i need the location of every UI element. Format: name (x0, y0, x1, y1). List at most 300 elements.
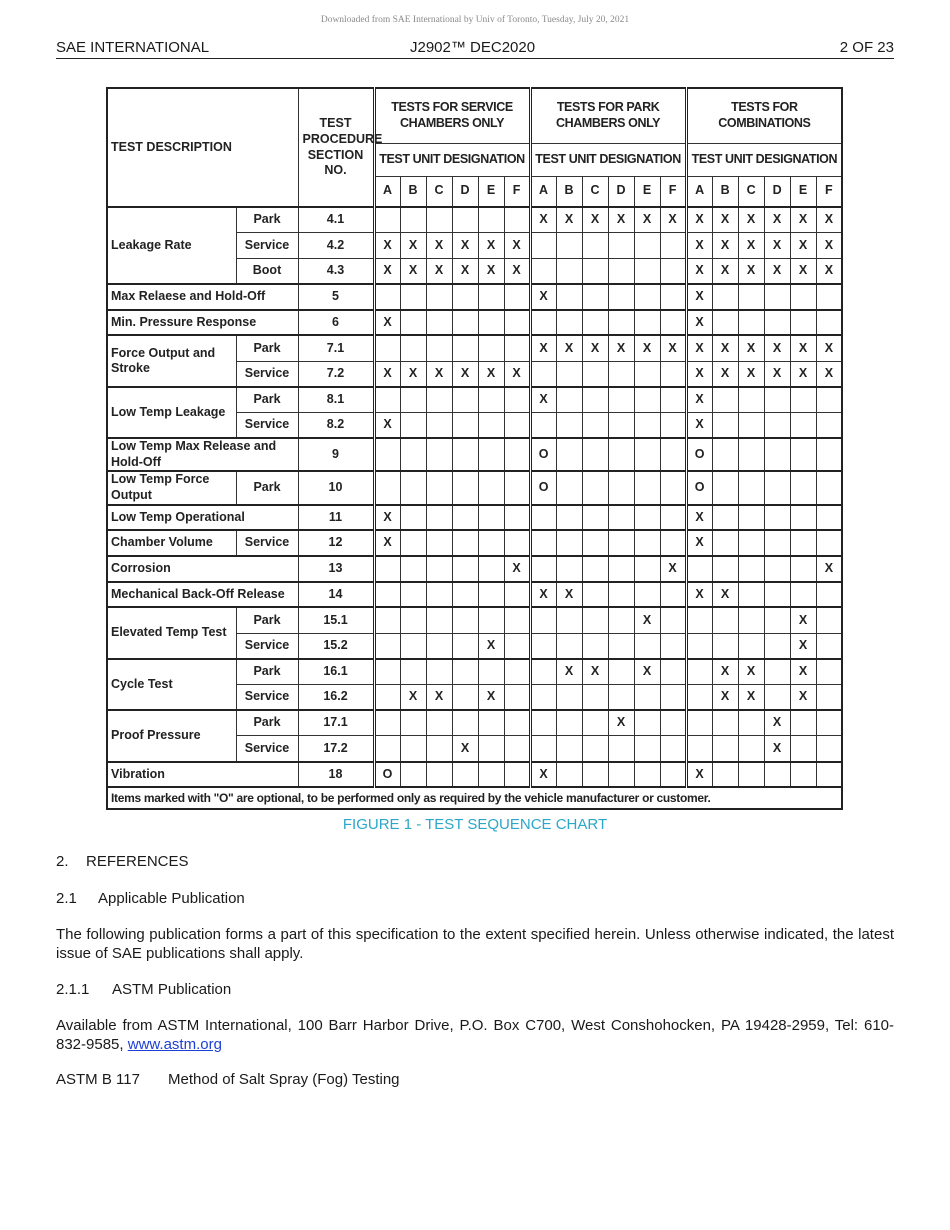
test-mark-cell (660, 685, 686, 711)
test-mark-cell (374, 556, 400, 582)
test-mark-cell: X (452, 258, 478, 284)
test-mark-cell: X (712, 659, 738, 685)
test-mark-cell (426, 556, 452, 582)
test-mark-cell (764, 438, 790, 471)
section-2-1-number: 2.1 (56, 890, 77, 907)
table-row (107, 530, 842, 556)
test-procedure-section: 12 (298, 530, 374, 556)
test-mark-cell: X (608, 207, 634, 233)
header-test-procedure: TEST PROCEDURE SECTION NO. (298, 88, 374, 207)
test-mark-cell (738, 413, 764, 439)
test-mark-cell (764, 310, 790, 336)
test-mark-cell (426, 413, 452, 439)
test-mark-cell (556, 736, 582, 762)
section-2-1-body: The following publication forms a part of this specification to the extent specified herein. Unless otherwise indicated, the latest issue of SAE publications shall apply. (56, 926, 894, 962)
test-mark-cell: X (504, 556, 530, 582)
test-description: Leakage Rate (107, 207, 236, 284)
test-mark-cell (556, 633, 582, 659)
test-mark-cell (504, 530, 530, 556)
section-2-heading (56, 852, 894, 871)
test-mark-cell (530, 633, 556, 659)
test-mark-cell (504, 633, 530, 659)
test-mark-cell: X (452, 736, 478, 762)
astm-standard-number: ASTM B 117 (56, 1071, 140, 1088)
test-mark-cell: X (686, 361, 712, 387)
test-mark-cell (426, 582, 452, 608)
test-mark-cell: X (530, 762, 556, 788)
test-mark-cell (816, 582, 842, 608)
test-mark-cell (712, 284, 738, 310)
test-mark-cell (790, 310, 816, 336)
test-mark-cell (816, 633, 842, 659)
test-mark-cell: X (634, 659, 660, 685)
test-procedure-section: 4.2 (298, 233, 374, 259)
test-mark-cell (686, 710, 712, 736)
test-mark-cell (634, 762, 660, 788)
test-mark-cell: X (738, 258, 764, 284)
test-mark-cell: X (400, 685, 426, 711)
test-procedure-section: 10 (298, 471, 374, 504)
test-subtype: Park (236, 387, 298, 413)
unit-letter: A (530, 176, 556, 207)
test-subtype: Boot (236, 258, 298, 284)
test-mark-cell (738, 582, 764, 608)
table-row (107, 471, 842, 504)
test-mark-cell (530, 505, 556, 531)
test-procedure-section: 15.2 (298, 633, 374, 659)
page-header (56, 38, 894, 59)
test-mark-cell (738, 736, 764, 762)
test-mark-cell: X (556, 335, 582, 361)
test-mark-cell (608, 233, 634, 259)
test-mark-cell (608, 438, 634, 471)
test-mark-cell (660, 659, 686, 685)
test-mark-cell (660, 233, 686, 259)
test-mark-cell: X (686, 582, 712, 608)
test-mark-cell (374, 582, 400, 608)
test-mark-cell: X (608, 710, 634, 736)
test-description: Elevated Temp Test (107, 607, 236, 658)
test-mark-cell (478, 207, 504, 233)
test-mark-cell: X (582, 335, 608, 361)
test-description: Low Temp Leakage (107, 387, 236, 438)
test-mark-cell (374, 633, 400, 659)
test-mark-cell (634, 284, 660, 310)
test-mark-cell: X (738, 685, 764, 711)
test-mark-cell (530, 310, 556, 336)
test-mark-cell (660, 505, 686, 531)
test-description: Low Temp Force Output (107, 471, 236, 504)
test-mark-cell (400, 505, 426, 531)
test-mark-cell (738, 438, 764, 471)
test-mark-cell (660, 361, 686, 387)
test-mark-cell (478, 530, 504, 556)
test-mark-cell (556, 233, 582, 259)
test-mark-cell (608, 413, 634, 439)
test-mark-cell (400, 607, 426, 633)
test-procedure-section: 4.1 (298, 207, 374, 233)
header-group-service: TESTS FOR SERVICE CHAMBERS ONLY (374, 88, 530, 143)
test-mark-cell: O (686, 438, 712, 471)
test-subtype: Service (236, 361, 298, 387)
test-mark-cell: X (764, 736, 790, 762)
test-mark-cell: X (790, 233, 816, 259)
test-mark-cell (738, 633, 764, 659)
test-mark-cell: X (426, 361, 452, 387)
section-2-1-1-number: 2.1.1 (56, 981, 90, 998)
table-row (107, 582, 842, 608)
test-mark-cell (816, 736, 842, 762)
test-mark-cell (504, 582, 530, 608)
test-mark-cell (738, 762, 764, 788)
astm-contact-text: Available from ASTM International, 100 Barr Harbor Drive, P.O. Box C700, West Conshohocken, PA 19428-2959, Tel: 610-832-9585, (56, 1017, 894, 1053)
table-row (107, 387, 842, 413)
test-mark-cell: X (452, 361, 478, 387)
test-mark-cell: X (764, 710, 790, 736)
test-mark-cell (712, 413, 738, 439)
test-mark-cell (504, 607, 530, 633)
unit-letter: F (504, 176, 530, 207)
test-mark-cell (712, 736, 738, 762)
test-mark-cell: X (556, 659, 582, 685)
header-test-description: TEST DESCRIPTION (107, 88, 298, 207)
test-mark-cell: X (712, 685, 738, 711)
table-row (107, 284, 842, 310)
test-mark-cell (426, 310, 452, 336)
test-mark-cell: X (374, 233, 400, 259)
test-description: Low Temp Operational (107, 505, 298, 531)
test-mark-cell (556, 413, 582, 439)
test-mark-cell (478, 335, 504, 361)
test-mark-cell (816, 438, 842, 471)
test-mark-cell (426, 710, 452, 736)
test-mark-cell (504, 387, 530, 413)
test-mark-cell: X (686, 207, 712, 233)
test-mark-cell: O (686, 471, 712, 504)
test-mark-cell (426, 335, 452, 361)
test-mark-cell (452, 762, 478, 788)
test-mark-cell (712, 530, 738, 556)
test-mark-cell (738, 284, 764, 310)
test-mark-cell (478, 659, 504, 685)
test-procedure-section: 5 (298, 284, 374, 310)
test-mark-cell (400, 284, 426, 310)
test-mark-cell (816, 530, 842, 556)
test-mark-cell (634, 361, 660, 387)
test-mark-cell (452, 685, 478, 711)
test-mark-cell: X (712, 207, 738, 233)
test-mark-cell: X (738, 207, 764, 233)
test-mark-cell: X (374, 361, 400, 387)
test-mark-cell (634, 556, 660, 582)
test-mark-cell: X (582, 207, 608, 233)
test-mark-cell (452, 310, 478, 336)
test-mark-cell (608, 310, 634, 336)
unit-letter: E (634, 176, 660, 207)
unit-letter: D (608, 176, 634, 207)
test-mark-cell (582, 438, 608, 471)
test-mark-cell (634, 736, 660, 762)
test-mark-cell: X (426, 685, 452, 711)
test-mark-cell (738, 710, 764, 736)
test-mark-cell (712, 633, 738, 659)
test-mark-cell (452, 659, 478, 685)
test-mark-cell (452, 413, 478, 439)
test-mark-cell (660, 471, 686, 504)
test-mark-cell (660, 413, 686, 439)
test-description: Force Output and Stroke (107, 335, 236, 386)
test-mark-cell (582, 710, 608, 736)
test-mark-cell: X (478, 685, 504, 711)
section-2-number: 2. (56, 853, 69, 870)
test-mark-cell (426, 505, 452, 531)
test-procedure-section: 8.1 (298, 387, 374, 413)
test-mark-cell (790, 438, 816, 471)
test-mark-cell: X (764, 335, 790, 361)
test-mark-cell (556, 607, 582, 633)
test-procedure-section: 16.2 (298, 685, 374, 711)
unit-letter: C (582, 176, 608, 207)
test-mark-cell (816, 685, 842, 711)
test-mark-cell (530, 685, 556, 711)
test-subtype: Service (236, 530, 298, 556)
test-mark-cell (608, 284, 634, 310)
test-procedure-section: 16.1 (298, 659, 374, 685)
test-mark-cell (816, 413, 842, 439)
test-mark-cell (660, 582, 686, 608)
test-mark-cell (816, 607, 842, 633)
test-mark-cell: X (790, 361, 816, 387)
test-mark-cell (426, 284, 452, 310)
test-subtype: Service (236, 633, 298, 659)
test-mark-cell (556, 387, 582, 413)
test-mark-cell: X (686, 530, 712, 556)
test-mark-cell: X (816, 335, 842, 361)
table-row (107, 556, 842, 582)
test-mark-cell (582, 233, 608, 259)
test-mark-cell (608, 471, 634, 504)
test-procedure-section: 9 (298, 438, 374, 471)
test-mark-cell (712, 438, 738, 471)
test-mark-cell (738, 505, 764, 531)
test-mark-cell (790, 387, 816, 413)
header-unit-designation-combo: TEST UNIT DESIGNATION (686, 143, 842, 176)
test-mark-cell (764, 582, 790, 608)
test-mark-cell (400, 556, 426, 582)
test-description: Corrosion (107, 556, 298, 582)
test-mark-cell (738, 471, 764, 504)
test-mark-cell (556, 556, 582, 582)
test-mark-cell: X (478, 233, 504, 259)
test-mark-cell: X (374, 258, 400, 284)
test-mark-cell (504, 710, 530, 736)
test-mark-cell (712, 556, 738, 582)
test-mark-cell (478, 310, 504, 336)
test-mark-cell (660, 530, 686, 556)
test-mark-cell (426, 659, 452, 685)
test-mark-cell (790, 530, 816, 556)
test-mark-cell (400, 710, 426, 736)
test-mark-cell (764, 284, 790, 310)
test-sequence-table (106, 87, 843, 810)
test-mark-cell: X (790, 335, 816, 361)
section-2-1-1-body (56, 1016, 894, 1054)
test-mark-cell (764, 633, 790, 659)
test-mark-cell (374, 335, 400, 361)
table-row (107, 710, 842, 736)
test-mark-cell: X (712, 335, 738, 361)
test-mark-cell (790, 471, 816, 504)
table-row (107, 659, 842, 685)
test-mark-cell (582, 258, 608, 284)
test-mark-cell (634, 582, 660, 608)
unit-letter: E (478, 176, 504, 207)
test-mark-cell (686, 659, 712, 685)
test-mark-cell (608, 387, 634, 413)
test-mark-cell: X (790, 659, 816, 685)
test-mark-cell (374, 607, 400, 633)
test-mark-cell (530, 258, 556, 284)
test-mark-cell (764, 685, 790, 711)
test-mark-cell (738, 530, 764, 556)
test-mark-cell: X (738, 659, 764, 685)
test-mark-cell (400, 659, 426, 685)
test-mark-cell (530, 736, 556, 762)
test-mark-cell (400, 633, 426, 659)
test-mark-cell (530, 659, 556, 685)
test-mark-cell (504, 284, 530, 310)
header-group-combinations: TESTS FOR COMBINATIONS (686, 88, 842, 143)
test-mark-cell (374, 438, 400, 471)
test-mark-cell (556, 258, 582, 284)
test-mark-cell (452, 505, 478, 531)
test-mark-cell (530, 361, 556, 387)
test-mark-cell (400, 438, 426, 471)
test-mark-cell (374, 710, 400, 736)
test-mark-cell (400, 582, 426, 608)
test-mark-cell (478, 710, 504, 736)
test-mark-cell (426, 736, 452, 762)
test-mark-cell (530, 233, 556, 259)
test-mark-cell: X (686, 762, 712, 788)
test-mark-cell (556, 310, 582, 336)
test-mark-cell (374, 659, 400, 685)
test-mark-cell: X (686, 335, 712, 361)
test-mark-cell (504, 685, 530, 711)
test-mark-cell: X (738, 361, 764, 387)
test-mark-cell (556, 438, 582, 471)
test-mark-cell: X (374, 310, 400, 336)
test-mark-cell (452, 387, 478, 413)
test-mark-cell (452, 710, 478, 736)
test-mark-cell (634, 258, 660, 284)
table-row (107, 505, 842, 531)
test-mark-cell: O (530, 471, 556, 504)
test-subtype: Service (236, 685, 298, 711)
test-mark-cell (608, 582, 634, 608)
test-procedure-section: 18 (298, 762, 374, 788)
test-mark-cell: X (504, 233, 530, 259)
test-procedure-section: 17.2 (298, 736, 374, 762)
test-mark-cell (504, 505, 530, 531)
test-mark-cell (504, 471, 530, 504)
test-subtype: Service (236, 413, 298, 439)
test-mark-cell: X (712, 233, 738, 259)
test-subtype: Service (236, 233, 298, 259)
test-mark-cell (686, 607, 712, 633)
test-mark-cell (816, 505, 842, 531)
test-mark-cell (582, 556, 608, 582)
test-mark-cell (452, 284, 478, 310)
test-procedure-section: 15.1 (298, 607, 374, 633)
test-mark-cell: X (816, 207, 842, 233)
test-mark-cell (582, 310, 608, 336)
test-mark-cell (556, 284, 582, 310)
test-mark-cell (634, 685, 660, 711)
test-mark-cell: X (712, 258, 738, 284)
test-mark-cell (712, 762, 738, 788)
test-mark-cell (582, 736, 608, 762)
test-mark-cell (504, 207, 530, 233)
test-mark-cell (400, 207, 426, 233)
test-mark-cell (478, 471, 504, 504)
astm-standard-title: Method of Salt Spray (Fog) Testing (168, 1071, 400, 1088)
test-mark-cell: X (790, 207, 816, 233)
unit-letter: C (426, 176, 452, 207)
test-mark-cell (478, 582, 504, 608)
test-mark-cell (686, 633, 712, 659)
astm-website-link[interactable]: www.astm.org (127, 1036, 222, 1053)
test-mark-cell: X (634, 207, 660, 233)
test-mark-cell (764, 762, 790, 788)
test-mark-cell (738, 387, 764, 413)
test-mark-cell (426, 471, 452, 504)
unit-letter: A (374, 176, 400, 207)
test-procedure-section: 13 (298, 556, 374, 582)
unit-letter: A (686, 176, 712, 207)
test-procedure-section: 7.2 (298, 361, 374, 387)
unit-letter: E (790, 176, 816, 207)
test-subtype: Park (236, 659, 298, 685)
test-description: Min. Pressure Response (107, 310, 298, 336)
test-mark-cell (634, 530, 660, 556)
table-row (107, 438, 842, 471)
test-mark-cell: X (556, 582, 582, 608)
test-mark-cell (582, 284, 608, 310)
test-mark-cell (816, 471, 842, 504)
test-mark-cell: X (530, 387, 556, 413)
test-mark-cell: X (790, 633, 816, 659)
test-mark-cell: X (530, 335, 556, 361)
test-mark-cell: X (634, 607, 660, 633)
test-mark-cell (608, 633, 634, 659)
test-mark-cell: X (660, 335, 686, 361)
test-procedure-section: 17.1 (298, 710, 374, 736)
test-procedure-section: 6 (298, 310, 374, 336)
test-mark-cell (660, 607, 686, 633)
test-mark-cell (608, 659, 634, 685)
test-mark-cell (530, 413, 556, 439)
test-mark-cell (452, 633, 478, 659)
test-mark-cell (582, 633, 608, 659)
test-mark-cell (374, 736, 400, 762)
test-mark-cell (816, 762, 842, 788)
test-mark-cell (764, 505, 790, 531)
test-mark-cell: X (686, 310, 712, 336)
section-2-1-1-title: ASTM Publication (112, 981, 232, 998)
test-mark-cell (764, 387, 790, 413)
test-mark-cell (790, 762, 816, 788)
